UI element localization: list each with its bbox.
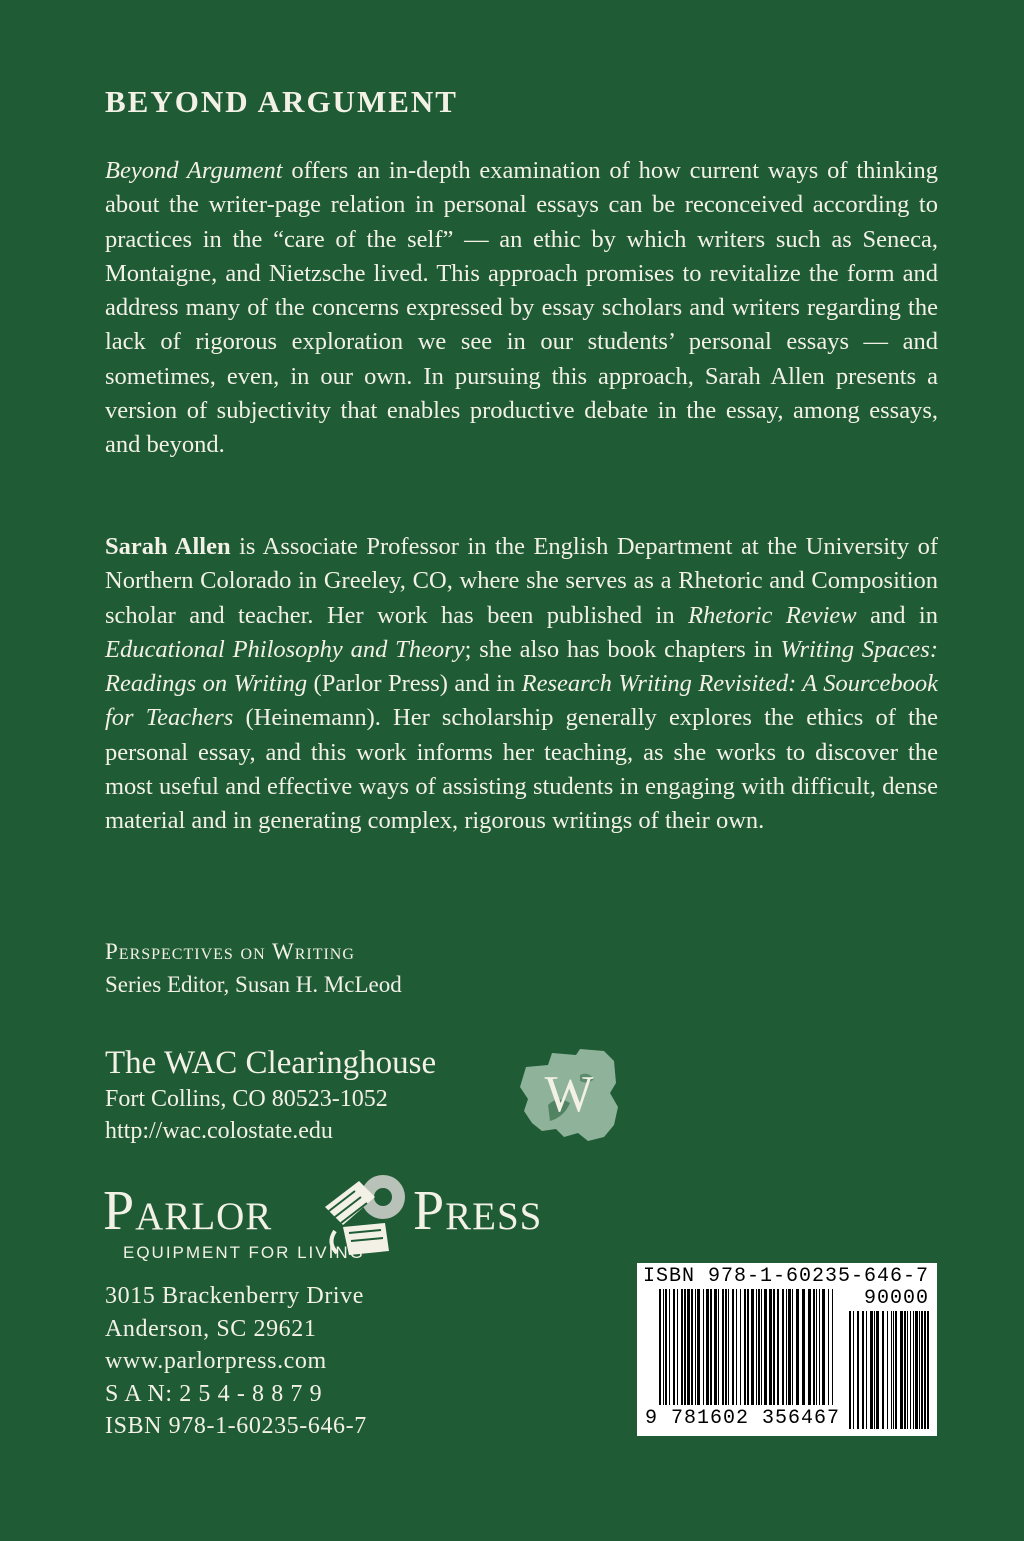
bio-text-2: and in <box>856 601 938 629</box>
barcode-bar <box>786 1289 787 1405</box>
barcode-bar <box>740 1289 741 1405</box>
book-description <box>105 154 938 463</box>
barcode-bar <box>792 1289 793 1405</box>
barcode-bar <box>697 1289 700 1405</box>
publisher-address <box>105 1280 367 1443</box>
barcode-addon-bar <box>874 1311 875 1429</box>
barcode-bar <box>822 1289 825 1405</box>
barcode-bar <box>747 1289 749 1405</box>
barcode-bar <box>758 1289 760 1405</box>
barcode-addon-bar <box>870 1311 873 1429</box>
bio-title-1: Rhetoric Review <box>688 601 857 629</box>
barcode-bar <box>681 1289 683 1405</box>
barcode-bar <box>802 1289 805 1405</box>
barcode-addon-bar <box>910 1311 911 1429</box>
barcode-bar <box>782 1289 784 1405</box>
barcode-bar <box>718 1289 719 1405</box>
publisher-street: 3015 Brackenberry Drive <box>105 1283 365 1309</box>
barcode-addon-bar <box>862 1311 864 1429</box>
publisher-san: S A N: 2 5 4 - 8 8 7 9 <box>105 1380 323 1407</box>
book-title: BEYOND ARGUMENT <box>105 84 458 119</box>
bio-title-3: Writing Spaces: Readings on Writing <box>105 635 938 698</box>
press-word: Press <box>413 1180 543 1242</box>
barcode-bar <box>695 1289 696 1405</box>
barcode-bar <box>673 1289 675 1405</box>
parlor-word: Parlor <box>103 1180 273 1242</box>
wac-block <box>105 1043 436 1147</box>
barcode-addon-bar <box>900 1311 903 1429</box>
barcode-bar <box>687 1289 690 1405</box>
barcode-bar <box>728 1289 729 1405</box>
barcode-bar <box>744 1289 746 1405</box>
barcode-bar <box>788 1289 791 1405</box>
barcode-bar <box>777 1289 779 1405</box>
barcode-addon-bar <box>907 1311 908 1429</box>
barcode-bar <box>732 1289 734 1405</box>
barcode-digits: 9 781602 356467 <box>645 1407 841 1430</box>
barcode-bar <box>813 1289 815 1405</box>
barcode-bar <box>722 1289 724 1405</box>
author-name: Sarah Allen <box>105 533 231 560</box>
parlor-press-logo <box>103 1165 573 1265</box>
barcode-bar <box>773 1289 775 1405</box>
barcode-bar <box>796 1289 799 1405</box>
barcode-bar <box>832 1289 833 1405</box>
barcode-addon-bar <box>876 1311 879 1429</box>
book-title-italic: Beyond Argument <box>105 157 283 184</box>
barcode-bar <box>706 1289 709 1405</box>
barcode-addon-bar <box>853 1311 854 1429</box>
series-name: Perspectives on Writing <box>105 939 355 964</box>
author-bio <box>105 530 938 839</box>
bio-text-4: (Parlor Press) and in <box>307 670 522 698</box>
barcode-bar <box>769 1289 772 1405</box>
isbn-barcode <box>637 1263 937 1436</box>
parlor-tagline: EQUIPMENT FOR LIVING <box>123 1243 365 1262</box>
bio-text-1: is Associate Professor in the English Department at the University of Northern Colorado in Greeley, CO, where she serves as a Rhetoric and Composition scholar and teacher. Her work has been published in <box>105 533 938 629</box>
barcode-addon-bar <box>887 1311 888 1429</box>
barcode-addon-bar <box>849 1311 851 1429</box>
bio-title-2: Educational Philosophy and Theory <box>105 635 465 663</box>
barcode-bar <box>710 1289 712 1405</box>
wac-name: The WAC Clearinghouse <box>105 1045 437 1081</box>
barcode-bar <box>761 1289 762 1405</box>
publisher-city: Anderson, SC 29621 <box>105 1315 317 1342</box>
barcode-addon-bar <box>924 1311 926 1429</box>
barcode-bar <box>756 1289 757 1405</box>
barcode-addon-bar <box>895 1311 897 1429</box>
barcode-bar <box>663 1289 664 1405</box>
barcode-bar <box>816 1289 817 1405</box>
barcode-addon: 90000 <box>863 1287 929 1310</box>
barcode-bar <box>819 1289 820 1405</box>
barcode-bar <box>725 1289 727 1405</box>
wac-url: http://wac.colostate.edu <box>105 1118 333 1144</box>
barcode-isbn-label: ISBN 978-1-60235-646-7 <box>643 1265 930 1288</box>
barcode-addon-bar <box>921 1311 923 1429</box>
barcode-addon-bar <box>866 1311 867 1429</box>
series-editor: Series Editor, Susan H. McLeod <box>105 972 402 997</box>
barcode-bar <box>691 1289 693 1405</box>
barcode-bar <box>677 1289 678 1405</box>
barcode-bar <box>659 1289 661 1405</box>
barcode-bar <box>684 1289 686 1405</box>
barcode-addon-bar <box>915 1311 918 1429</box>
bio-text-3: ; she also has book chapters in <box>464 635 781 663</box>
barcode-addon-bar <box>904 1311 906 1429</box>
wac-logo-letter: W <box>544 1066 594 1123</box>
bio-title-4: Research Writing Revisited: A Sourcebook for Teachers <box>105 670 938 732</box>
barcode-addon-bar <box>927 1311 929 1429</box>
barcode-bar <box>669 1289 670 1405</box>
series-info <box>105 935 402 1001</box>
barcode-bar <box>703 1289 704 1405</box>
barcode-addon-bar <box>913 1311 914 1429</box>
publisher-url: www.parlorpress.com <box>105 1348 327 1374</box>
publisher-isbn: ISBN 978-1-60235-646-7 <box>105 1413 367 1439</box>
wac-city: Fort Collins, CO 80523-1052 <box>105 1086 388 1112</box>
barcode-addon-bar <box>857 1311 859 1429</box>
barcode-bar <box>828 1289 829 1405</box>
description-text: offers an in-depth examination of how current ways of thinking about the writer-page relation in personal essays can be reconceived according to practices in the “care of the self” — an ethic by which writers such as Seneca, Montaigne, and Nietzsche lived. This approach promises to revitalize the form and address many of the concerns expressed by essay scholars and writers regarding the lack of rigorous exploration we see in our students’ personal essays — and sometimes, even, in our own. In pursuing this approach, Sarah Allen presents a version of subjectivity that enables productive debate in the essay, among essays, and beyond. <box>105 157 938 459</box>
barcode-addon-bar <box>919 1311 920 1429</box>
barcode-bar <box>808 1289 811 1405</box>
wac-logo <box>518 1045 620 1145</box>
barcode-bar <box>736 1289 737 1405</box>
barcode-addon-bar <box>882 1311 884 1429</box>
bio-text-5: (Heinemann). Her scholarship generally explores the ethics of the personal essay, and this work informs her teaching, as she works to discover the most useful and effective ways of assisting students in engaging with difficult, dense material and in generating complex, rigorous writings of their own. <box>105 704 938 835</box>
barcode-addon-bar <box>891 1311 892 1429</box>
barcode-addon-bar <box>893 1311 894 1429</box>
barcode-bar <box>665 1289 667 1405</box>
barcode-bar <box>751 1289 754 1405</box>
barcode-bar <box>764 1289 767 1405</box>
barcode-bar <box>714 1289 717 1405</box>
